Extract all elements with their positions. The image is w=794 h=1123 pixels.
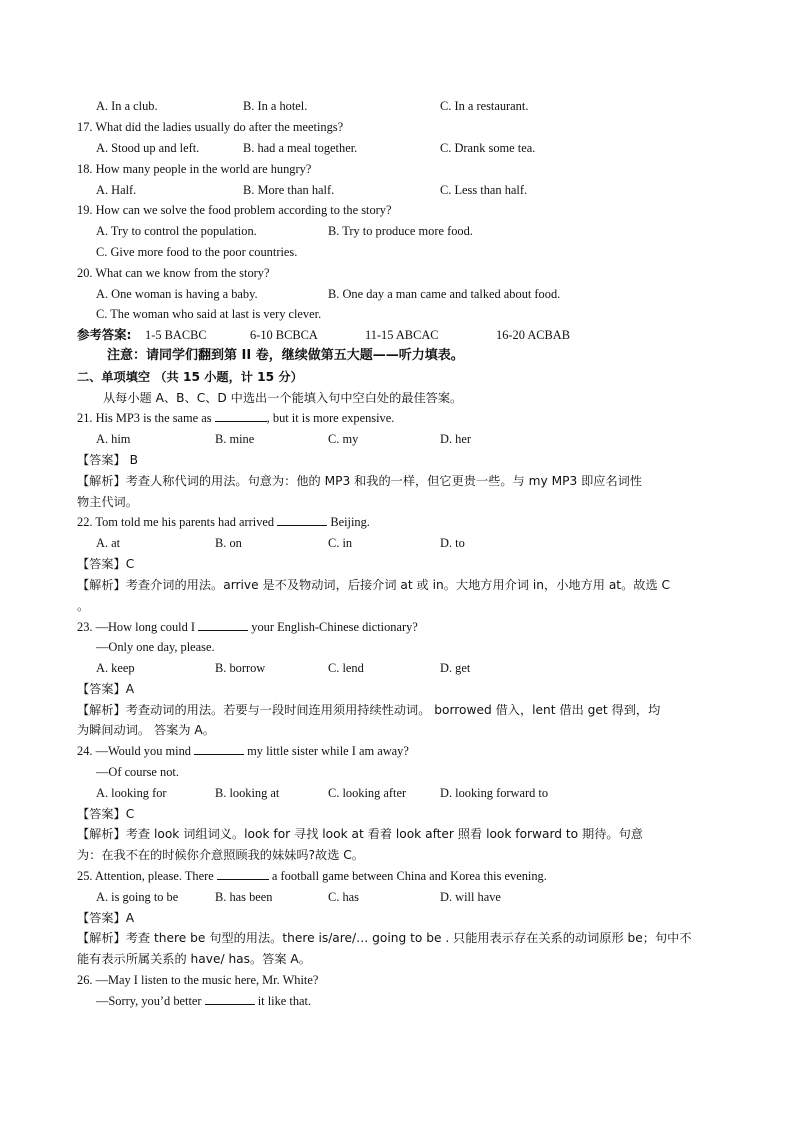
notice: 注意：请同学们翻到第 II 卷，继续做第五大题——听力填表。 [107,348,464,363]
question-stem: 18. How many people in the world are hungry? [77,162,312,176]
question-stem [77,619,418,635]
option-c: C. has [328,890,359,904]
answer-blank [194,743,244,755]
answer-group: 6-10 BCBCA [250,328,318,342]
answer: 【答案】 B [77,453,138,467]
option-c: C. my [328,432,359,446]
analysis-line: 【解析】考查介词的用法。arrive 是不及物动词，后接介词 at 或 in。大地方用介词 in，小地方用 at。故选 C [77,578,671,592]
stem-part: it like that. [254,994,312,1008]
question-stem: 17. What did the ladies usually do after the meetings? [77,120,344,134]
answer-group: 1-5 BACBC [145,328,207,342]
option-c: C. Drank some tea. [440,141,536,155]
stem-part: , but it is more expensive. [266,411,395,425]
option-b: B. mine [215,432,255,446]
stem-part: my little sister while I am away? [244,744,409,758]
stem-part: 23. —How long could I [77,620,199,634]
option-a: A. One woman is having a baby. [96,287,258,301]
stem-part: 21. His MP3 is the same as [77,411,215,425]
stem-part: your English-Chinese dictionary? [248,620,418,634]
option-d: D. get [440,661,471,675]
stem-part: a football game between China and Korea this evening. [268,869,547,883]
option-c: C. The woman who said at last is very clever. [96,307,322,321]
answer: 【答案】C [77,557,135,571]
question-stem [77,868,547,884]
analysis-line: 物主代词。 [77,495,138,509]
answer-blank [205,993,255,1005]
section-instruction: 从每小题 A、B、C、D 中选出一个能填入句中空白处的最佳答案。 [103,391,463,405]
option-a: A. at [96,536,121,550]
reply: —Only one day, please. [96,640,215,654]
option-a: A. looking for [96,786,167,800]
question-stem [77,514,370,530]
option-a: A. Half. [96,183,137,197]
stem-part: 24. —Would you mind [77,744,195,758]
question-stem [77,743,409,759]
option-b: B. In a hotel. [243,99,308,113]
stem-part: 25. Attention, please. There [77,869,217,883]
analysis-line: 【解析】考查动词的用法。若要与一段时间连用须用持续性动词。 borrowed 借入，lent 借出 get 得到，均 [77,703,661,717]
answer-blank [198,619,248,631]
answers-label: 参考答案: [77,327,132,342]
analysis-line: 【解析】考查人称代词的用法。句意为：他的 MP3 和我的一样，但它更贵一些。与 my MP3 即应名词性 [77,474,643,488]
section-title: 二、单项填空 （共 15 小题，计 15 分） [77,370,303,384]
option-b: B. had a meal together. [243,141,358,155]
option-a: A. keep [96,661,135,675]
analysis-line: 【解析】考查 there be 句型的用法。there is/are/… going to be . 只能用表示存在关系的动词原形 be；句中不 [77,931,692,945]
option-a: A. him [96,432,131,446]
option-c: C. Give more food to the poor countries. [96,245,298,259]
answer-blank [217,868,269,880]
question-stem: 26. —May I listen to the music here, Mr. White? [77,973,319,987]
reply [96,993,311,1009]
analysis-line: 。 [77,599,90,613]
analysis-line: 能有表示所属关系的 have/ has。答案 A。 [77,952,311,966]
option-a: A. Try to control the population. [96,224,257,238]
option-d: D. will have [440,890,501,904]
option-b: B. looking at [215,786,280,800]
answer: 【答案】C [77,807,135,821]
option-b: B. borrow [215,661,266,675]
answer-blank [277,514,327,526]
answer: 【答案】A [77,682,135,696]
option-a: A. Stood up and left. [96,141,200,155]
option-c: C. looking after [328,786,407,800]
option-b: B. Try to produce more food. [328,224,473,238]
analysis-line: 为：在我不在的时候你介意照顾我的妹妹吗?故选 C。 [77,848,364,862]
reply: —Of course not. [96,765,179,779]
option-c: C. lend [328,661,364,675]
analysis-line: 为瞬间动词。 答案为 A。 [77,723,215,737]
option-b: B. on [215,536,242,550]
option-a: A. is going to be [96,890,179,904]
option-b: B. More than half. [243,183,335,197]
option-c: C. in [328,536,353,550]
stem-part: Beijing. [327,515,370,529]
option-d: D. looking forward to [440,786,549,800]
answer-group: 11-15 ABCAC [365,328,439,342]
question-stem: 20. What can we know from the story? [77,266,270,280]
question-stem: 19. How can we solve the food problem according to the story? [77,203,392,217]
option-c: C. Less than half. [440,183,528,197]
stem-part: 22. Tom told me his parents had arrived [77,515,278,529]
option-b: B. has been [215,890,273,904]
answer-group: 16-20 ACBAB [496,328,571,342]
option-b: B. One day a man came and talked about food. [328,287,561,301]
answer: 【答案】A [77,911,135,925]
option-d: D. to [440,536,465,550]
option-a: A. In a club. [96,99,158,113]
stem-part: —Sorry, you’d better [96,994,205,1008]
option-d: D. her [440,432,471,446]
analysis-line: 【解析】考查 look 词组词义。look for 寻找 look at 看着 look after 照看 look forward to 期待。句意 [77,827,643,841]
option-c: C. In a restaurant. [440,99,529,113]
answer-blank [215,410,267,422]
question-stem [77,410,394,426]
